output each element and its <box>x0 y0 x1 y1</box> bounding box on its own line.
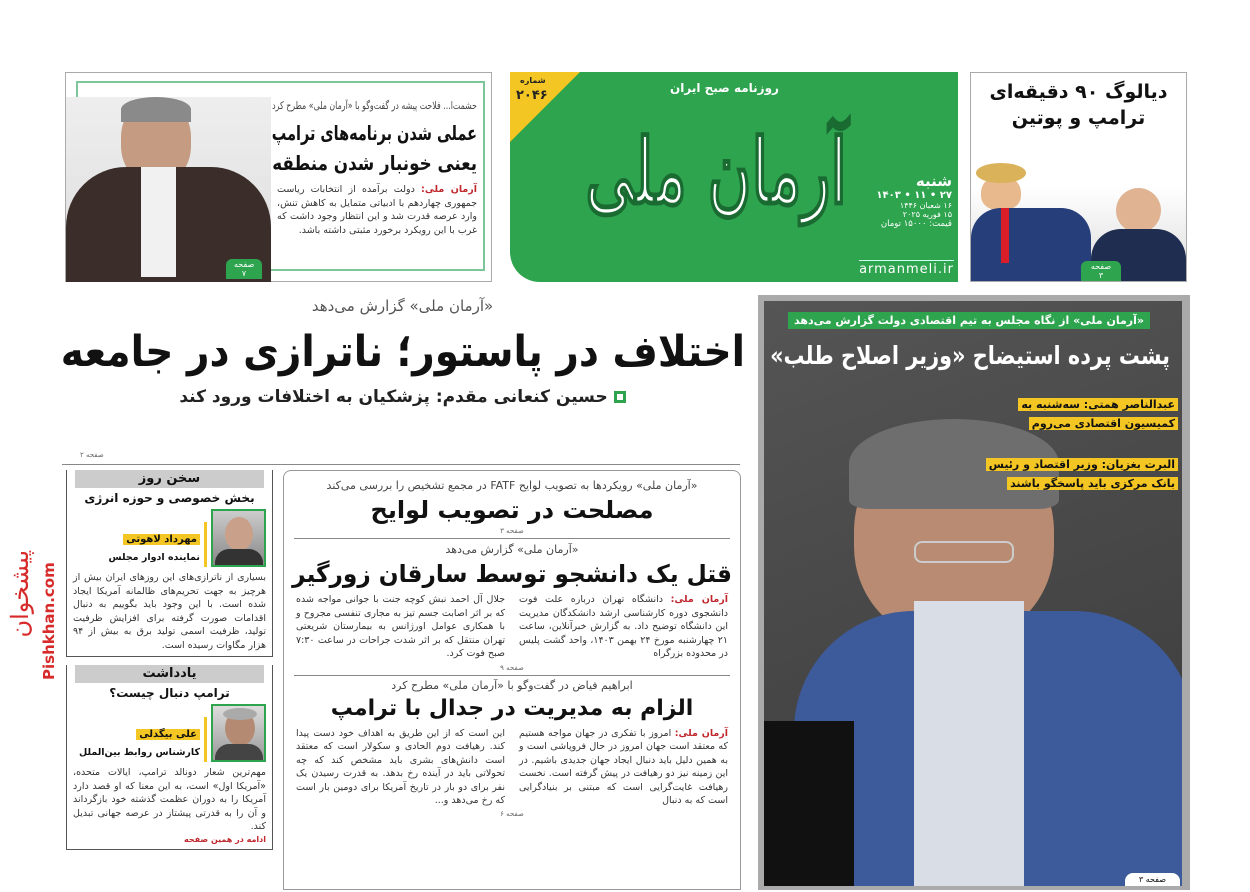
interview-headline-1: عملی شدن برنامه‌های ترامپ <box>271 121 477 145</box>
page-ref: صفحه ۹ <box>500 663 524 672</box>
continued-link[interactable]: ادامه در همین صفحه <box>184 834 266 844</box>
author-name-text: علی بیگدلی <box>136 729 200 740</box>
author-photo <box>211 509 266 567</box>
feature-headline: پشت پرده استیضاح «وزیر اصلاح طلب» <box>770 341 1170 370</box>
page-ref: صفحه ۶ <box>500 809 524 818</box>
date-gregorian: ۱۵ فوریه ۲۰۲۵ <box>902 210 952 219</box>
fayyaz-kicker: ابراهیم فیاض در گفت‌وگو با «آرمان ملی» مطرح کرد <box>391 678 633 692</box>
divider <box>294 675 730 676</box>
page-ref: صفحه ۳ <box>500 527 524 535</box>
body-col <box>519 727 728 808</box>
trump-putin-teaser[interactable] <box>970 72 1187 282</box>
date-solar: ۲۷ • ۱۱ • ۱۴۰۳ <box>876 190 952 201</box>
center-column <box>283 470 741 890</box>
lead-label: آرمان ملی: <box>670 594 728 605</box>
watermark-en: Pishkhan.com <box>40 562 58 680</box>
quote-line: البرت بغزیان: وزیر اقتصاد و رئیس <box>986 458 1178 471</box>
body-text: دولت برآمده از انتخابات ریاست جمهوری چهاردهم با ادبیاتی متمایل به کاهش تنش، وارد عرصه قدرت شد و این انتظار وجود داشت که غرب با این رویکرد برخورد مثبتی داشته باشد. <box>277 184 477 236</box>
quote-baghzian <box>986 455 1178 493</box>
minister-photo <box>764 301 1182 886</box>
body-col: این است که از این طریق به اهداف خود دست پیدا کند. رهیافت دوم الحادی و سکولار است که معتقد است دانش‌های بشری باید مشخص کند که چه تحولاتی باید در آینده رخ بدهد. به قدرت رسیدن یک نفر برای دو بار در تاریخ آمریکا برای دومین بار است که رخ می‌دهد و... <box>296 727 505 806</box>
fayyaz-body <box>284 723 740 808</box>
author-row <box>73 509 266 567</box>
murder-body <box>284 589 740 661</box>
fayyaz-headline[interactable]: الزام به مدیریت در جدال با ترامپ <box>330 695 694 721</box>
main-kicker: «آرمان ملی» گزارش می‌دهد <box>311 297 494 315</box>
trump-putin-photo <box>971 163 1186 281</box>
interview-kicker: حشمت‌ا... فلاحت پیشه در گفت‌وگو با «آرمان ملی» مطرح کرد <box>272 100 477 112</box>
column-body: مهم‌ترین شعار دونالد ترامپ، ایالات متحده، «آمریکا اول» است، به این معنا که او قصد دارد آمریکا را به دوران عظمت گذشته خود بازگرداند و آن را به قدرتی پیشتاز در عرصه جهانی تبدیل کند. <box>73 767 266 832</box>
column-title: بخش خصوصی و حوزه انرژی <box>84 491 255 505</box>
website[interactable]: armanmeli.ir <box>859 262 954 277</box>
fatf-kicker: «آرمان ملی» رویکردها به تصویب لوایح FATF در مجمع تشخیص را بررسی می‌کند <box>326 479 698 492</box>
quote-line: عبدالناصر همتی: سه‌شنبه به <box>1018 398 1178 411</box>
day: شنبه <box>915 172 952 190</box>
author-photo <box>211 704 266 762</box>
divider <box>294 538 730 539</box>
date-lunar: ۱۶ شعبان ۱۴۴۶ <box>899 201 952 210</box>
watermark-fa: پیشخوان <box>6 550 34 638</box>
quote-line: کمیسیون اقتصادی می‌روم <box>1029 417 1178 430</box>
body-col <box>519 593 728 661</box>
body-col: جلال آل احمد نبش کوچه جنت با جوانی مواجه شده که بر اثر اصابت جسم تیز به مجاری تنفسی مجروح و با همکاری عوامل اورژانس به بیمارستان شریعتی تهران منتقل که بر اثر شدت جراحات در ساعت ۷:۳۰ صبح فوت کرد. <box>296 594 505 659</box>
accent-bar <box>204 522 207 567</box>
lead-label: آرمان ملی: <box>421 184 478 195</box>
accent-bar <box>204 717 207 762</box>
quote-line: بانک مرکزی باید پاسخگو باشند <box>1007 477 1178 490</box>
author-meta <box>79 726 200 762</box>
left-column <box>66 470 273 850</box>
issue-label: شماره <box>520 76 546 85</box>
page-tag: صفحه ۳ <box>1081 261 1121 281</box>
murder-headline[interactable]: قتل یک دانشجو توسط سارقان زورگیر <box>292 560 732 588</box>
page-ref: صفحه ۲ <box>80 451 104 459</box>
yaddasht-box[interactable] <box>66 665 273 850</box>
section-label: یادداشت <box>75 665 264 683</box>
page-tag: صفحه ۳ <box>1125 873 1180 886</box>
author-name <box>109 531 200 549</box>
lead-label: آرمان ملی: <box>674 727 728 739</box>
main-headline: اختلاف در پاستور؛ ناترازی در جامعه <box>60 327 746 377</box>
murder-kicker: «آرمان ملی» گزارش می‌دهد <box>445 543 579 556</box>
logo: آرمان ملی <box>585 119 847 225</box>
author-row <box>73 704 266 762</box>
price: قیمت: ۱۵۰۰۰ تومان <box>880 219 952 229</box>
interview-box[interactable] <box>65 72 492 282</box>
main-subhead <box>60 387 745 407</box>
teaser-headline: دیالوگ ۹۰ دقیقه‌ای ترامپ و پوتین <box>989 81 1168 129</box>
interview-body <box>277 183 477 237</box>
date-block <box>852 172 952 229</box>
author-name-text: مهرداد لاهوتی <box>123 534 200 545</box>
divider <box>62 464 740 465</box>
section-label: سخن روز <box>75 470 264 488</box>
author-name <box>79 726 200 744</box>
body-text: امروز با تفکری در جهان مواجه هستیم که معتقد است جهان امروز در حال فروپاشی است و به همین دلیل باید دنبال ایجاد جهان جدیدی باشیم. در این زمینه نیز دو رهیافت در پیش گرفته است. نخست رهیافت غایت‌گرایی است که مبتنی بر بنیادگرایی است که به دنبال <box>519 727 728 806</box>
quote-hemmati <box>1018 395 1178 433</box>
column-title: ترامپ دنبال چیست؟ <box>109 686 230 700</box>
tagline: روزنامه صبح ایران <box>670 81 779 95</box>
interview-headline-2: یعنی خونبار شدن منطقه <box>272 151 477 175</box>
subhead-text: حسین کنعانی مقدم: پزشکیان به اختلافات ورود کند <box>179 387 608 407</box>
author-role: کارشناس روابط بین‌الملل <box>79 747 200 758</box>
masthead <box>510 72 958 282</box>
square-bullet-icon <box>614 391 626 403</box>
body-text: دانشگاه تهران درباره علت فوت دانشجوی دوره کارشناسی ارشد دانشکدگان مدیریت این دانشگاه توضیح داد. به گزارش خبرآنلاین، ساعت ۲۱ چهارشنبه مورخ ۲۴ بهمن ۱۴۰۳، واحد گشت پلیس در محدوده بزرگراه <box>519 594 729 659</box>
interviewee-photo <box>66 97 271 282</box>
sokhan-rooz-box[interactable] <box>66 470 273 657</box>
main-story[interactable] <box>60 295 746 459</box>
column-body: بسیاری از ناترازی‌های این روزهای ایران بیش از هرچیز به جهت تحریم‌های ظالمانه آمریکا ایجاد شده است. با این وجود باید بگوییم به دنبال اقدامات صورت گرفته برای افزایش ظرفیت تولید، ظرفیت اسمی تولید برق به بیش از ۹۴ هزار مگاوات رسیده است. <box>73 572 266 651</box>
feature-kicker: «آرمان ملی» از نگاه مجلس به تیم اقتصادی دولت گزارش می‌دهد <box>788 312 1150 329</box>
fatf-headline[interactable]: مصلحت در تصویب لوایح <box>370 496 654 524</box>
feature-panel[interactable] <box>758 295 1190 890</box>
author-meta <box>109 531 200 567</box>
page-tag: صفحه ۷ <box>226 259 262 279</box>
issue-number: ۲۰۴۶ <box>516 88 548 103</box>
author-role: نماینده ادوار مجلس <box>108 552 200 563</box>
